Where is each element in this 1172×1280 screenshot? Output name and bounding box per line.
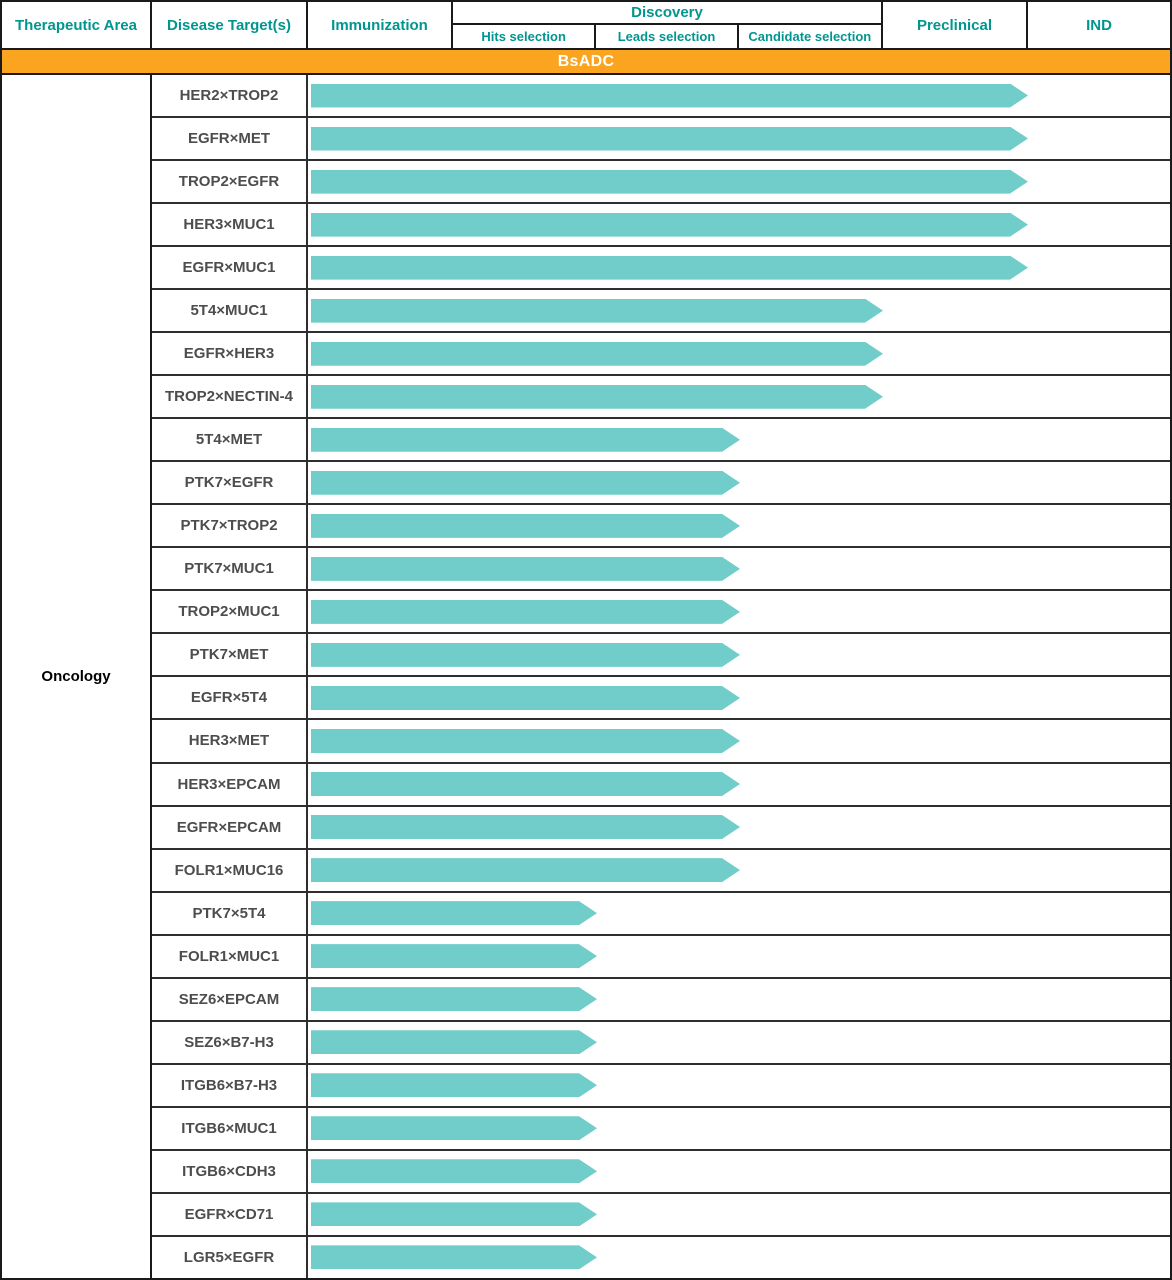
- pipeline-bar-track: [308, 893, 1170, 934]
- progress-bar: [311, 1073, 597, 1097]
- progress-bar: [311, 729, 740, 753]
- pipeline-row: [152, 462, 1170, 505]
- progress-bar: [311, 1116, 597, 1140]
- disease-target-label: HER2×TROP2: [152, 75, 308, 116]
- disease-target-label: EGFR×MET: [152, 118, 308, 159]
- column-header-hits-selection: Hits selection: [453, 25, 596, 48]
- pipeline-bar-track: [308, 247, 1170, 288]
- disease-target-label: HER3×MET: [152, 720, 308, 761]
- disease-target-label: PTK7×MET: [152, 634, 308, 675]
- pipeline-bar-track: [308, 720, 1170, 761]
- progress-bar: [311, 213, 1028, 237]
- pipeline-row: [152, 936, 1170, 979]
- progress-bar: [311, 1030, 597, 1054]
- column-header-leads-selection: Leads selection: [596, 25, 738, 48]
- pipeline-row: [152, 677, 1170, 720]
- pipeline-bar-track: [308, 161, 1170, 202]
- disease-target-label: 5T4×MUC1: [152, 290, 308, 331]
- pipeline-bar-track: [308, 807, 1170, 848]
- progress-bar: [311, 901, 597, 925]
- disease-target-label: EGFR×MUC1: [152, 247, 308, 288]
- progress-bar: [311, 557, 740, 581]
- disease-target-label: PTK7×TROP2: [152, 505, 308, 546]
- pipeline-row: [152, 720, 1170, 763]
- pipeline-row: [152, 247, 1170, 290]
- progress-bar: [311, 772, 740, 796]
- disease-target-label: HER3×EPCAM: [152, 764, 308, 805]
- disease-target-label: ITGB6×B7-H3: [152, 1065, 308, 1106]
- progress-bar: [311, 299, 883, 323]
- therapeutic-area-cell: Oncology: [2, 75, 152, 1278]
- pipeline-bar-track: [308, 1108, 1170, 1149]
- progress-bar: [311, 643, 740, 667]
- disease-target-label: EGFR×5T4: [152, 677, 308, 718]
- pipeline-bar-track: [308, 634, 1170, 675]
- column-header-candidate-selection: Candidate selection: [748, 29, 872, 44]
- disease-target-label: ITGB6×MUC1: [152, 1108, 308, 1149]
- disease-target-label: TROP2×MUC1: [152, 591, 308, 632]
- pipeline-row: [152, 75, 1170, 118]
- progress-bar: [311, 342, 883, 366]
- disease-target-label: EGFR×EPCAM: [152, 807, 308, 848]
- pipeline-row: [152, 1151, 1170, 1194]
- pipeline-bar-track: [308, 1022, 1170, 1063]
- pipeline-row: [152, 1065, 1170, 1108]
- disease-target-label: 5T4×MET: [152, 419, 308, 460]
- column-header-preclinical: Preclinical: [883, 2, 1028, 48]
- progress-bar: [311, 256, 1028, 280]
- pipeline-bar-track: [308, 979, 1170, 1020]
- pipeline-row: [152, 290, 1170, 333]
- pipeline-bar-track: [308, 1237, 1170, 1278]
- pipeline-row: [152, 893, 1170, 936]
- pipeline-bar-track: [308, 75, 1170, 116]
- progress-bar: [311, 428, 740, 452]
- pipeline-bar-track: [308, 419, 1170, 460]
- pipeline-row: [152, 505, 1170, 548]
- pipeline-row: [152, 118, 1170, 161]
- pipeline-row: [152, 979, 1170, 1022]
- pipeline-row: [152, 764, 1170, 807]
- pipeline-bar-track: [308, 1065, 1170, 1106]
- discovery-subheader-row: [453, 25, 881, 48]
- progress-bar: [311, 600, 740, 624]
- disease-target-label: TROP2×EGFR: [152, 161, 308, 202]
- progress-bar: [311, 1245, 597, 1269]
- pipeline-rows: [152, 75, 1170, 1278]
- pipeline-row: [152, 591, 1170, 634]
- pipeline-bar-track: [308, 462, 1170, 503]
- disease-target-label: SEZ6×B7-H3: [152, 1022, 308, 1063]
- pipeline-row: [152, 1022, 1170, 1065]
- disease-target-label: SEZ6×EPCAM: [152, 979, 308, 1020]
- column-header-ind: IND: [1086, 16, 1112, 34]
- disease-target-label: HER3×MUC1: [152, 204, 308, 245]
- pipeline-row: [152, 204, 1170, 247]
- pipeline-row: [152, 333, 1170, 376]
- pipeline-bar-track: [308, 290, 1170, 331]
- disease-target-label: EGFR×CD71: [152, 1194, 308, 1235]
- pipeline-row: [152, 376, 1170, 419]
- pipeline-row: [152, 1237, 1170, 1278]
- pipeline-bar-track: [308, 1194, 1170, 1235]
- pipeline-bar-track: [308, 548, 1170, 589]
- program-group-banner: BsADC: [2, 48, 1170, 75]
- table-header: [2, 2, 1170, 48]
- progress-bar: [311, 1202, 597, 1226]
- column-header-disease-targets: Disease Target(s): [152, 2, 308, 48]
- column-header-therapeutic-area: Therapeutic Area: [2, 2, 152, 48]
- pipeline-row: [152, 634, 1170, 677]
- progress-bar: [311, 1159, 597, 1183]
- column-group-discovery: [453, 2, 883, 48]
- pipeline-bar-track: [308, 376, 1170, 417]
- pipeline-row: [152, 419, 1170, 462]
- pipeline-bar-track: [308, 764, 1170, 805]
- disease-target-label: PTK7×EGFR: [152, 462, 308, 503]
- table-body: [2, 75, 1170, 1278]
- column-header-immunization: Immunization: [308, 2, 453, 48]
- progress-bar: [311, 944, 597, 968]
- progress-bar: [311, 514, 740, 538]
- pipeline-bar-track: [308, 1151, 1170, 1192]
- pipeline-row: [152, 548, 1170, 591]
- progress-bar: [311, 987, 597, 1011]
- progress-bar: [311, 471, 740, 495]
- pipeline-bar-track: [308, 591, 1170, 632]
- disease-target-label: EGFR×HER3: [152, 333, 308, 374]
- disease-target-label: TROP2×NECTIN-4: [152, 376, 308, 417]
- progress-bar: [311, 858, 740, 882]
- progress-bar: [311, 815, 740, 839]
- progress-bar: [311, 385, 883, 409]
- disease-target-label: FOLR1×MUC1: [152, 936, 308, 977]
- progress-bar: [311, 686, 740, 710]
- progress-bar: [311, 170, 1028, 194]
- pipeline-bar-track: [308, 850, 1170, 891]
- pipeline-bar-track: [308, 677, 1170, 718]
- disease-target-label: PTK7×5T4: [152, 893, 308, 934]
- pipeline-bar-track: [308, 505, 1170, 546]
- disease-target-label: PTK7×MUC1: [152, 548, 308, 589]
- pipeline-bar-track: [308, 118, 1170, 159]
- pipeline-row: [152, 850, 1170, 893]
- column-header-discovery: Discovery: [453, 2, 881, 25]
- pipeline-bar-track: [308, 204, 1170, 245]
- pipeline-bar-track: [308, 936, 1170, 977]
- pipeline-row: [152, 1194, 1170, 1237]
- disease-target-label: ITGB6×CDH3: [152, 1151, 308, 1192]
- progress-bar: [311, 84, 1028, 108]
- pipeline-row: [152, 1108, 1170, 1151]
- progress-bar: [311, 127, 1028, 151]
- pipeline-row: [152, 161, 1170, 204]
- disease-target-label: LGR5×EGFR: [152, 1237, 308, 1278]
- pipeline-bar-track: [308, 333, 1170, 374]
- disease-target-label: FOLR1×MUC16: [152, 850, 308, 891]
- pipeline-row: [152, 807, 1170, 850]
